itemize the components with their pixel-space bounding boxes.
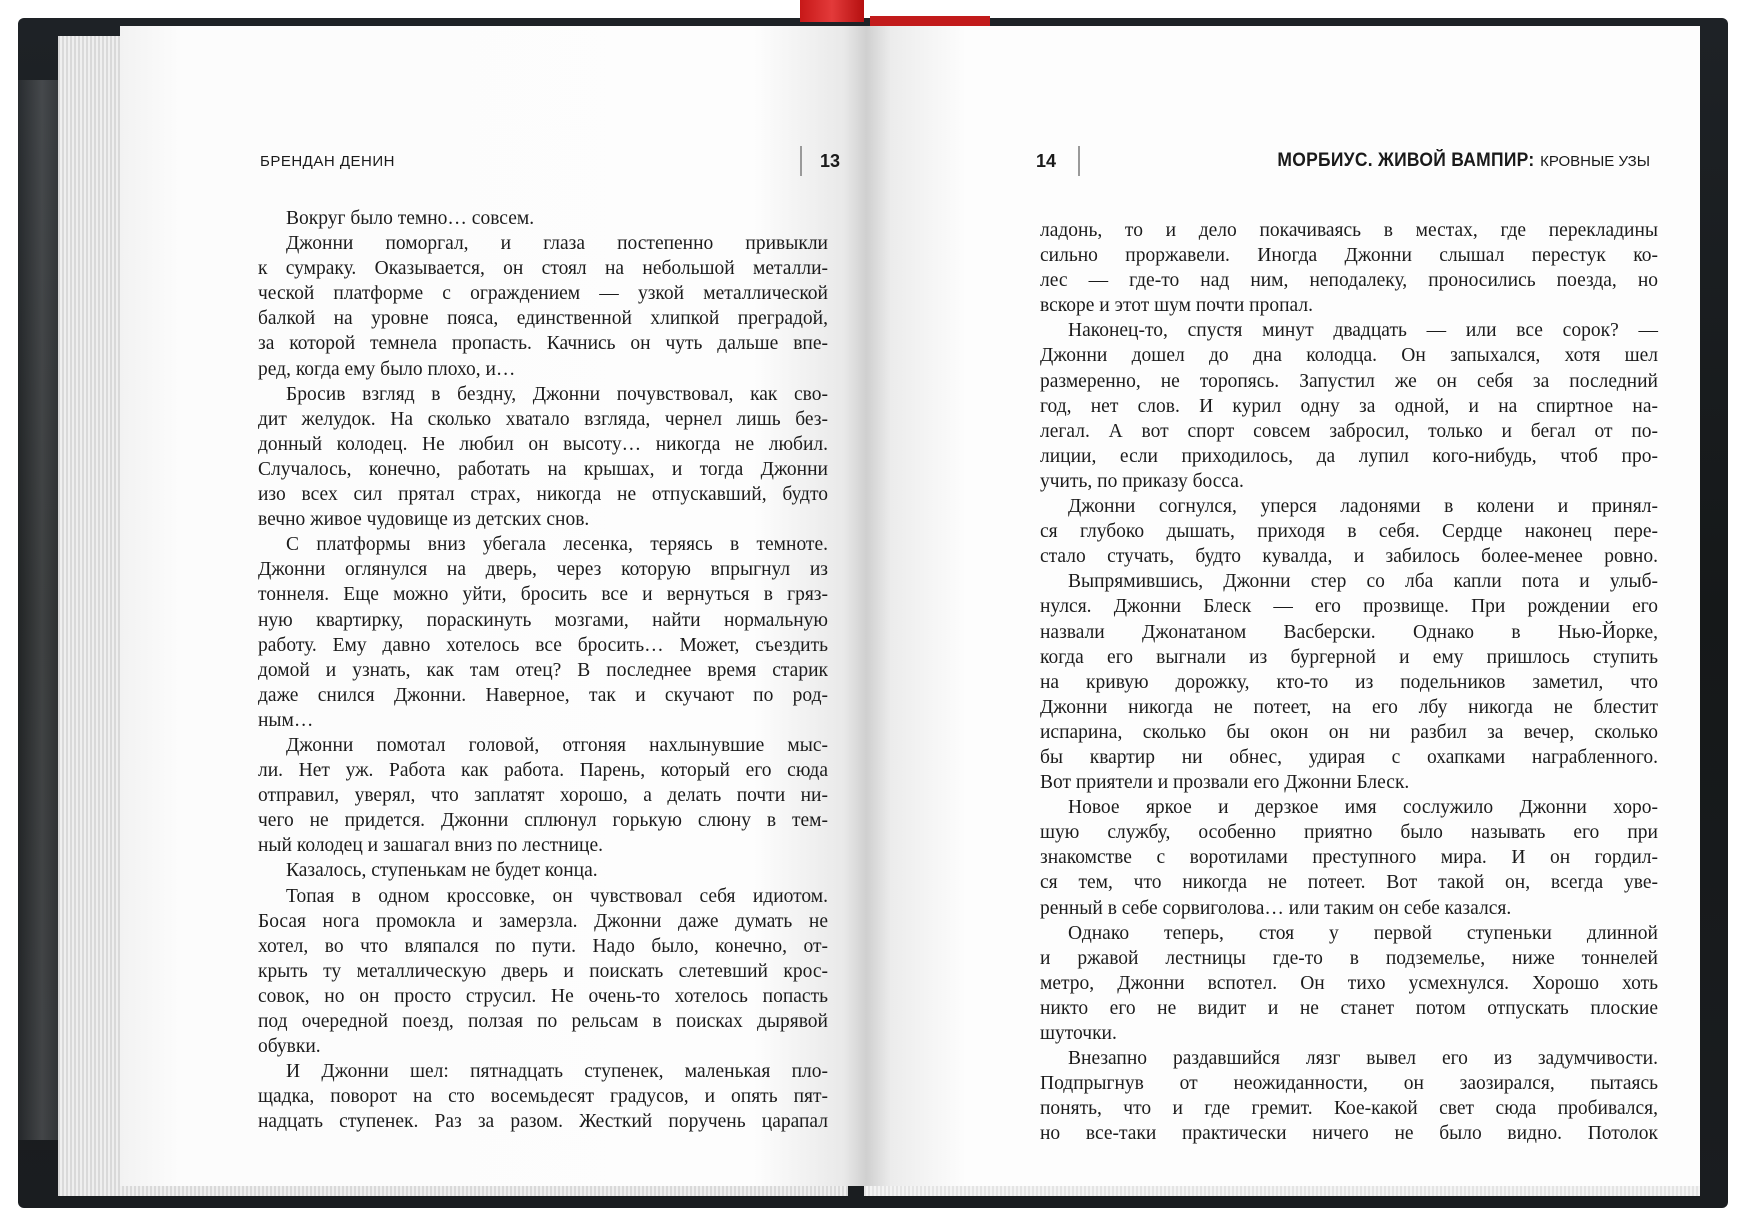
author-name: БРЕНДАН ДЕНИН	[260, 152, 395, 170]
text-line: совок, но он просто струсил. Не очень-то хотелось попасть	[258, 985, 828, 1007]
text-line: Внезапно раздавшийся лязг вывел его из задумчивости.	[1068, 1048, 1658, 1070]
text-line: ли. Нет уж. Работа как работа. Парень, который его сюда	[258, 760, 828, 782]
text-line: ладонь, то и дело покачиваясь в местах, где перекладины	[1040, 220, 1658, 241]
left-running-head	[260, 146, 840, 176]
header-divider	[1078, 146, 1080, 176]
text-line: и ржавой лестницы где-то в подземелье, ниже тоннелей	[1040, 947, 1658, 969]
text-line: испарина, сколько бы окон он ни разбил за вечер, сколько	[1040, 721, 1658, 743]
text-line: ренный в себе сорвиголова… или таким он себе казался.	[1040, 897, 1512, 919]
right-page	[866, 26, 1700, 1186]
text-line: обувки.	[258, 1036, 321, 1058]
text-line: стало стучать, будто кувалда, и забилось более-менее ровно.	[1040, 546, 1658, 568]
text-line: крыть ту металлическую дверь и поискать слетевший крос-	[258, 960, 828, 982]
text-line: Джонни дошел до дна колодца. Он запыхался, хотя шел	[1040, 345, 1658, 367]
text-line: Случалось, конечно, работать на крышах, и тогда Джонни	[258, 458, 828, 480]
text-line: никто его не видит и не станет потом отпускать плоские	[1040, 997, 1658, 1019]
text-line: тоннеля. Еще можно уйти, бросить все и вернуться в гряз-	[258, 584, 828, 606]
text-line: Бросив взгляд в бездну, Джонни почувствовал, как сво-	[286, 383, 828, 405]
text-line: назвали Джонатаном Васберски. Однако в Нью-Йорке,	[1040, 621, 1658, 643]
text-line: ся глубоко дышать, приходя в себя. Сердце наконец пере-	[1040, 521, 1658, 543]
text-line: Наконец-то, спустя минут двадцать — или все сорок? —	[1068, 320, 1658, 342]
text-line: домой и узнать, как там отец? В последнее время старик	[258, 659, 828, 681]
text-line: работу. Ему давно хотелось все бросить… Может, съездить	[258, 634, 828, 656]
text-line: изо всех сил прятал страх, никогда не отпускавший, будто	[258, 484, 828, 506]
text-line: балкой на уровне пояса, единственной хлипкой преградой,	[258, 308, 828, 330]
text-line: размеренно, не торопясь. Запустил же он себя за последний	[1040, 370, 1658, 392]
book-subtitle: КРОВНЫЕ УЗЫ	[1540, 152, 1650, 170]
text-line: вечно живое чудовище из детских снов.	[258, 509, 590, 531]
text-line: учить, по приказу босса.	[1040, 470, 1244, 492]
text-line: шую службу, особенно приятно было называть его при	[1040, 822, 1658, 844]
text-line: понять, что и где гремит. Кое-какой свет сюда пробивался,	[1040, 1098, 1658, 1120]
text-line: шуточки.	[1040, 1023, 1117, 1044]
text-line: сильно проржавели. Иногда Джонни слышал перестук ко-	[1040, 245, 1658, 267]
text-line: щадка, поворот на сто восемьдесят градусов, и опять пят-	[258, 1086, 828, 1108]
text-line: лиции, если приходилось, да лупил кого-нибудь, чтоб про-	[1040, 445, 1658, 467]
text-line: метро, Джонни вспотел. Он тихо усмехнулся. Хорошо хоть	[1040, 972, 1658, 994]
text-line: Вокруг было темно… совсем.	[286, 208, 535, 229]
text-line: отправил, уверял, что заплатят хорошо, а делать почти ни-	[258, 785, 828, 807]
left-body-text	[258, 206, 828, 1134]
text-line: Новое яркое и дерзкое имя сослужило Джонни хоро-	[1068, 797, 1658, 819]
text-line: хотел, во что вляпался по пути. Надо было, конечно, от-	[258, 935, 828, 957]
text-line: когда его выгнали из бургерной и ему пришлось ступить	[1040, 646, 1658, 668]
text-line: ся тем, что никогда не потеет. Вот такой он, всегда уве-	[1040, 872, 1658, 894]
text-line: Вот приятели и прозвали его Джонни Блеск.	[1040, 772, 1410, 794]
text-line: Джонни помотал головой, отгоняя нахлынувшие мыс-	[286, 734, 828, 756]
text-line: И Джонни шел: пятнадцать ступенек, маленькая пло-	[286, 1061, 828, 1083]
page-number-left: 13	[819, 150, 840, 171]
right-body-text	[1040, 218, 1658, 1146]
text-line: ным…	[258, 709, 314, 731]
page-number-right: 14	[1036, 150, 1057, 171]
text-line: знакомстве с воротилами преступного мира. И он гордил-	[1040, 847, 1658, 869]
series-title: МОРБИУС. ЖИВОЙ ВАМПИР:	[1276, 150, 1535, 171]
text-line: Казалось, ступенькам не будет конца.	[286, 860, 598, 882]
text-line: чего не придется. Джонни сплюнул горькую слюну в тем-	[258, 810, 828, 832]
text-line: ческой платформе с ограждением — узкой металлической	[258, 283, 828, 305]
text-line: бы квартир ни обнес, удирая с охапками награбленного.	[1040, 746, 1658, 768]
text-line: Выпрямившись, Джонни стер со лба капли пота и улыб-	[1068, 571, 1658, 593]
text-line: Однако теперь, стоя у первой ступеньки длинной	[1068, 922, 1658, 944]
text-line: лес — где-то над ним, неподалеку, проносились поезда, но	[1040, 270, 1658, 292]
text-line: под очередной поезд, ползая по рельсам в поисках дырявой	[258, 1011, 828, 1032]
text-line: вскоре и этот шум почти пропал.	[1040, 295, 1313, 317]
header-divider	[800, 146, 802, 176]
text-line: дит желудок. На сколько хватало взгляда, чернел лишь без-	[258, 408, 828, 430]
text-line: ред, когда ему было плохо, и…	[258, 358, 516, 380]
text-line: ный колодец и зашагал вниз по лестнице.	[258, 835, 604, 857]
text-line: к сумраку. Оказывается, он стоял на небольшой металли-	[258, 258, 828, 280]
bookmark-ribbon	[800, 0, 864, 22]
text-line: но все-таки практически ничего не было видно. Потолок	[1040, 1123, 1658, 1145]
text-line: Джонни оглянулся на дверь, через которую впрыгнул из	[258, 559, 828, 581]
text-line: донный колодец. Не любил он высоту… никогда не любил.	[258, 433, 828, 455]
right-running-head	[1036, 146, 1650, 176]
text-line: ную квартирку, пораскинуть мозгами, найти нормальную	[258, 609, 828, 631]
text-line: нулся. Джонни Блеск — его прозвище. При рождении его	[1040, 596, 1658, 618]
text-line: легал. А вот спорт совсем забросил, только и бегал от по-	[1040, 420, 1658, 442]
text-line: Босая нога промокла и замерзла. Джонни даже думать не	[258, 910, 828, 932]
text-line: Джонни поморгал, и глаза постепенно привыкли	[286, 233, 828, 255]
text-line: Подпрыгнув от неожиданности, он заозирался, пытаясь	[1040, 1073, 1658, 1095]
text-line: год, нет слов. И курил одну за одной, и на спиртное на-	[1040, 395, 1658, 417]
text-line: даже снился Джонни. Наверное, так и скучают по род-	[258, 684, 828, 706]
text-line: надцать ступенек. Раз за разом. Жесткий поручень царапал	[258, 1111, 828, 1133]
text-line: Топая в одном кроссовке, он чувствовал себя идиотом.	[286, 885, 828, 907]
text-line: С платформы вниз убегала лесенка, теряясь в темноте.	[286, 534, 828, 556]
left-page	[120, 26, 866, 1186]
text-line: Джонни никогда не потеет, на его лбу никогда не блестит	[1040, 696, 1658, 718]
text-line: за которой темнела пропасть. Качнись он чуть дальше впе-	[258, 333, 828, 355]
text-line: Джонни согнулся, уперся ладонями в колени и принял-	[1068, 496, 1658, 518]
text-line: на кривую дорожку, кто-то из подельников заметил, что	[1040, 671, 1658, 693]
